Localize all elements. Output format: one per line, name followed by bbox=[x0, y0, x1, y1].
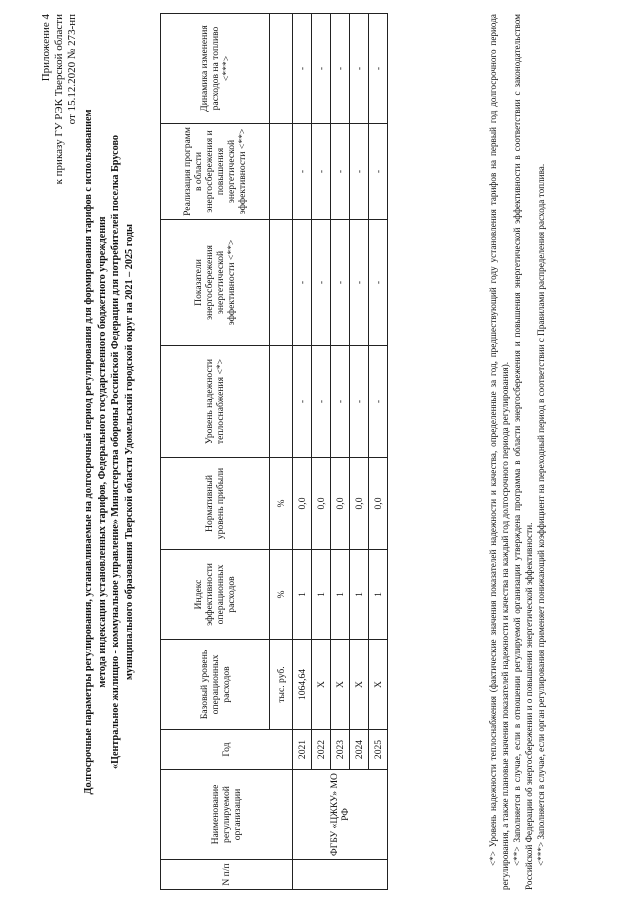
cell-base: 1064,64 bbox=[293, 640, 312, 730]
header-reliability: Уровень надежности теплоснабжения <*> bbox=[161, 346, 270, 458]
unit-empty bbox=[270, 346, 293, 458]
header-program: Реализация программ в области энергосбережения и повышения энергетической эффективности <**> bbox=[161, 124, 270, 220]
header-base: Базовый уровень операционных расходов bbox=[161, 640, 270, 730]
cell-profit: 0,0 bbox=[331, 458, 350, 550]
title-line-1: Долгосрочные параметры регулирования, устанавливаемые на долгосрочный период регулирования для формирования тарифов с использованием bbox=[83, 109, 94, 795]
cell-base: X bbox=[350, 640, 369, 730]
table-row bbox=[350, 14, 369, 890]
footnote-2: <**> Заполняется в случае, если в отношении регулируемой организации утверждена программа в области энергосбережения и повышения энергетической эффективности в соответствии с законодательством Российской Федерации об энергосбережении и о повышении энергетической эффективности. bbox=[512, 14, 534, 890]
header-index: Индекс эффективности операционных расходов bbox=[161, 550, 270, 640]
cell-reliability: - bbox=[331, 346, 350, 458]
cell-reliability: - bbox=[350, 346, 369, 458]
unit-empty bbox=[270, 14, 293, 124]
cell-energy: - bbox=[369, 220, 388, 346]
cell-profit: 0,0 bbox=[312, 458, 331, 550]
title-line-2: метода индексации установленных тарифов, Федерального государственного бюджетного учреждения bbox=[96, 216, 108, 688]
cell-reliability: - bbox=[312, 346, 331, 458]
header-num: N п/п bbox=[161, 860, 293, 890]
unit-empty bbox=[270, 124, 293, 220]
cell-base: X bbox=[369, 640, 388, 730]
cell-base: X bbox=[312, 640, 331, 730]
footnotes bbox=[487, 14, 547, 890]
document-title bbox=[82, 30, 136, 874]
title-line-3: «Центральное жилищно - коммунальное управление» Министерства обороны Российской Федерации для потребителей поселка Брусово bbox=[110, 135, 121, 770]
cell-profit: 0,0 bbox=[293, 458, 312, 550]
cell-base: X bbox=[331, 640, 350, 730]
header-org: Наименование регулируемой организации bbox=[161, 770, 293, 860]
unit-profit: % bbox=[270, 458, 293, 550]
cell-year: 2021 bbox=[293, 730, 312, 770]
header-dynamics: Динамика изменения расходов на топливо <***> bbox=[161, 14, 270, 124]
header-year: Год bbox=[161, 730, 293, 770]
cell-program: - bbox=[331, 124, 350, 220]
cell-program: - bbox=[312, 124, 331, 220]
table-header-row bbox=[161, 14, 270, 890]
cell-reliability: - bbox=[369, 346, 388, 458]
header-energy: Показатели энергосбережения энергетической эффективности <**> bbox=[161, 220, 270, 346]
cell-profit: 0,0 bbox=[369, 458, 388, 550]
cell-index: 1 bbox=[293, 550, 312, 640]
cell-energy: - bbox=[293, 220, 312, 346]
cell-program: - bbox=[350, 124, 369, 220]
cell-index: 1 bbox=[369, 550, 388, 640]
unit-empty bbox=[270, 220, 293, 346]
title-line-4: муниципального образования Тверской области Удомельский городской округ на 2021 – 2025 годы bbox=[123, 224, 135, 680]
cell-year: 2025 bbox=[369, 730, 388, 770]
footnote-3: <***> Заполняется в случае, если орган регулирования применяет понижающий коэффициент на переходный период в соответствии с Правилами распределения расхода топлива. bbox=[536, 163, 546, 866]
cell-reliability: - bbox=[293, 346, 312, 458]
cell-dynamics: - bbox=[331, 14, 350, 124]
unit-base: тыс. руб. bbox=[270, 640, 293, 730]
cell-year: 2022 bbox=[312, 730, 331, 770]
unit-index: % bbox=[270, 550, 293, 640]
cell-energy: - bbox=[350, 220, 369, 346]
footnote-1: <*> Уровень надежности теплоснабжения (фактические значения показателей надежности и качества, определенные за год, предшествующий году установления тарифов на первый год долгосрочного периода регулирования, а также плановые значения показателей надежности и качества на каждый год долгосрочного периода регулирования). bbox=[488, 14, 510, 890]
parameters-table bbox=[160, 13, 388, 890]
appendix-line-2: к приказу ГУ РЭК Тверской области bbox=[53, 14, 65, 185]
cell-index: 1 bbox=[350, 550, 369, 640]
cell-index: 1 bbox=[331, 550, 350, 640]
cell-energy: - bbox=[331, 220, 350, 346]
table-row bbox=[312, 14, 331, 890]
table-row bbox=[369, 14, 388, 890]
cell-index: 1 bbox=[312, 550, 331, 640]
cell-org-name: ФГБУ «ЦЖКУ» МО РФ bbox=[293, 770, 388, 860]
cell-dynamics: - bbox=[369, 14, 388, 124]
appendix-line-3: от 15.12.2020 № 273-нп bbox=[66, 14, 78, 125]
cell-profit: 0,0 bbox=[350, 458, 369, 550]
cell-dynamics: - bbox=[350, 14, 369, 124]
table-row bbox=[331, 14, 350, 890]
appendix-block bbox=[40, 14, 79, 344]
cell-dynamics: - bbox=[293, 14, 312, 124]
cell-energy: - bbox=[312, 220, 331, 346]
cell-num bbox=[293, 860, 388, 890]
cell-dynamics: - bbox=[312, 14, 331, 124]
cell-program: - bbox=[369, 124, 388, 220]
appendix-line-1: Приложение 4 bbox=[40, 14, 52, 82]
cell-year: 2024 bbox=[350, 730, 369, 770]
cell-year: 2023 bbox=[331, 730, 350, 770]
header-profit: Нормативный уровень прибыли bbox=[161, 458, 270, 550]
cell-program: - bbox=[293, 124, 312, 220]
table-row bbox=[293, 14, 312, 890]
